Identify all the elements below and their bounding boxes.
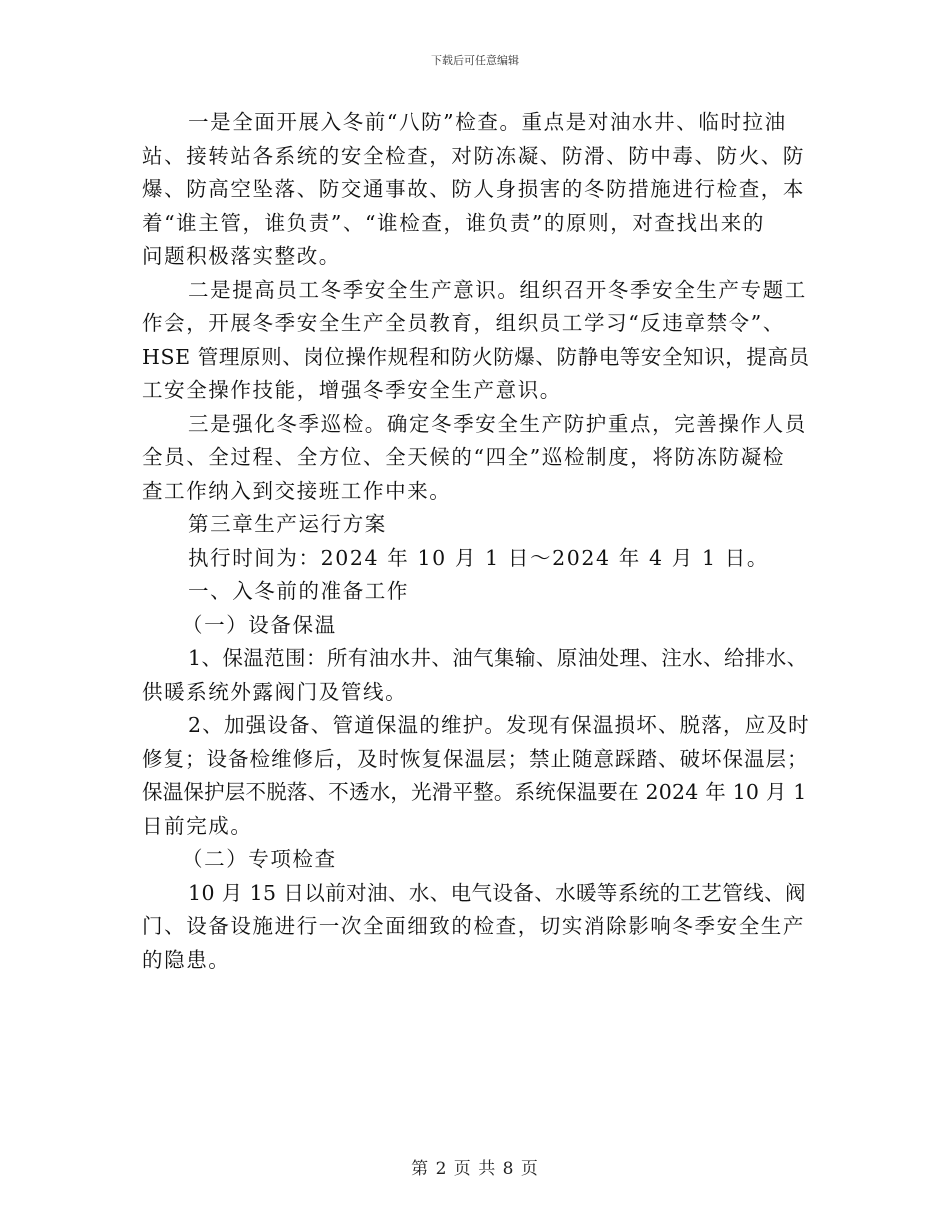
paragraph-line: 着“谁主管，谁负责”、“谁检查，谁负责”的原则，对查找出来的 bbox=[142, 210, 765, 235]
document-body bbox=[142, 106, 812, 977]
paragraph-line: 10 月 15 日以前对油、水、电气设备、水暖等系统的工艺管线、阀 bbox=[188, 880, 806, 905]
paragraph-line: 工安全操作技能，增强冬季安全生产意识。 bbox=[142, 378, 562, 402]
paragraph-line: 三是强化冬季巡检。确定冬季安全生产防护重点，完善操作人员 bbox=[188, 411, 807, 436]
paragraph-line: 爆、防高空坠落、防交通事故、防人身损害的冬防措施进行检查，本 bbox=[142, 177, 805, 201]
section-heading: 一、入冬前的准备工作 bbox=[188, 579, 409, 603]
paragraph-line: 二是提高员工冬季安全生产意识。组织召开冬季安全生产专题工 bbox=[188, 277, 807, 302]
paragraph-line: 1、保温范围：所有油水井、油气集输、原油处理、注水、给排水、 bbox=[188, 646, 808, 670]
paragraph-line: 2、加强设备、管道保温的维护。发现有保温损坏、脱落，应及时 bbox=[188, 713, 810, 737]
paragraph-line: 问题积极落实整改。 bbox=[142, 244, 341, 268]
paragraph-line: 作会，开展冬季安全生产全员教育，组织员工学习“反违章禁令”、 bbox=[142, 311, 785, 335]
paragraph-line: 供暖系统外露阀门及管线。 bbox=[142, 679, 408, 704]
page-footer: 第 2 页 共 8 页 bbox=[411, 1159, 539, 1179]
paragraph-line: 的隐患。 bbox=[142, 947, 231, 972]
paragraph-line: 查工作纳入到交接班工作中来。 bbox=[142, 478, 452, 503]
chapter-heading: 第三章生产运行方案 bbox=[188, 512, 387, 536]
subsection-heading: （一）设备保温 bbox=[182, 612, 337, 637]
subsection-heading: （二）专项检查 bbox=[182, 847, 337, 871]
paragraph-line: 修复；设备检维修后，及时恢复保温层；禁止随意踩踏、破坏保温层； bbox=[142, 746, 809, 771]
paragraph-line: HSE 管理原则、岗位操作规程和防火防爆、防静电等安全知识，提高员 bbox=[142, 344, 810, 369]
paragraph-line: 门、设备设施进行一次全面细致的检查，切实消除影响冬季安全生产 bbox=[142, 914, 805, 938]
paragraph-line: 一是全面开展入冬前“八防”检查。重点是对油水井、临时拉油 bbox=[188, 110, 787, 134]
paragraph-line: 日前完成。 bbox=[142, 813, 253, 838]
paragraph-line: 站、接转站各系统的安全检查，对防冻凝、防滑、防中毒、防火、防 bbox=[142, 143, 805, 168]
paragraph-line: 全员、全过程、全方位、全天候的“四全”巡检制度，将防冻防凝检 bbox=[142, 445, 785, 469]
page-header: 下载后可任意编辑 bbox=[431, 54, 519, 67]
paragraph-line: 执行时间为：2024 年 10 月 1 日～2024 年 4 月 1 日。 bbox=[188, 545, 769, 570]
paragraph-line: 保温保护层不脱落、不透水，光滑平整。系统保温要在 2024 年 10 月 1 bbox=[142, 780, 807, 804]
